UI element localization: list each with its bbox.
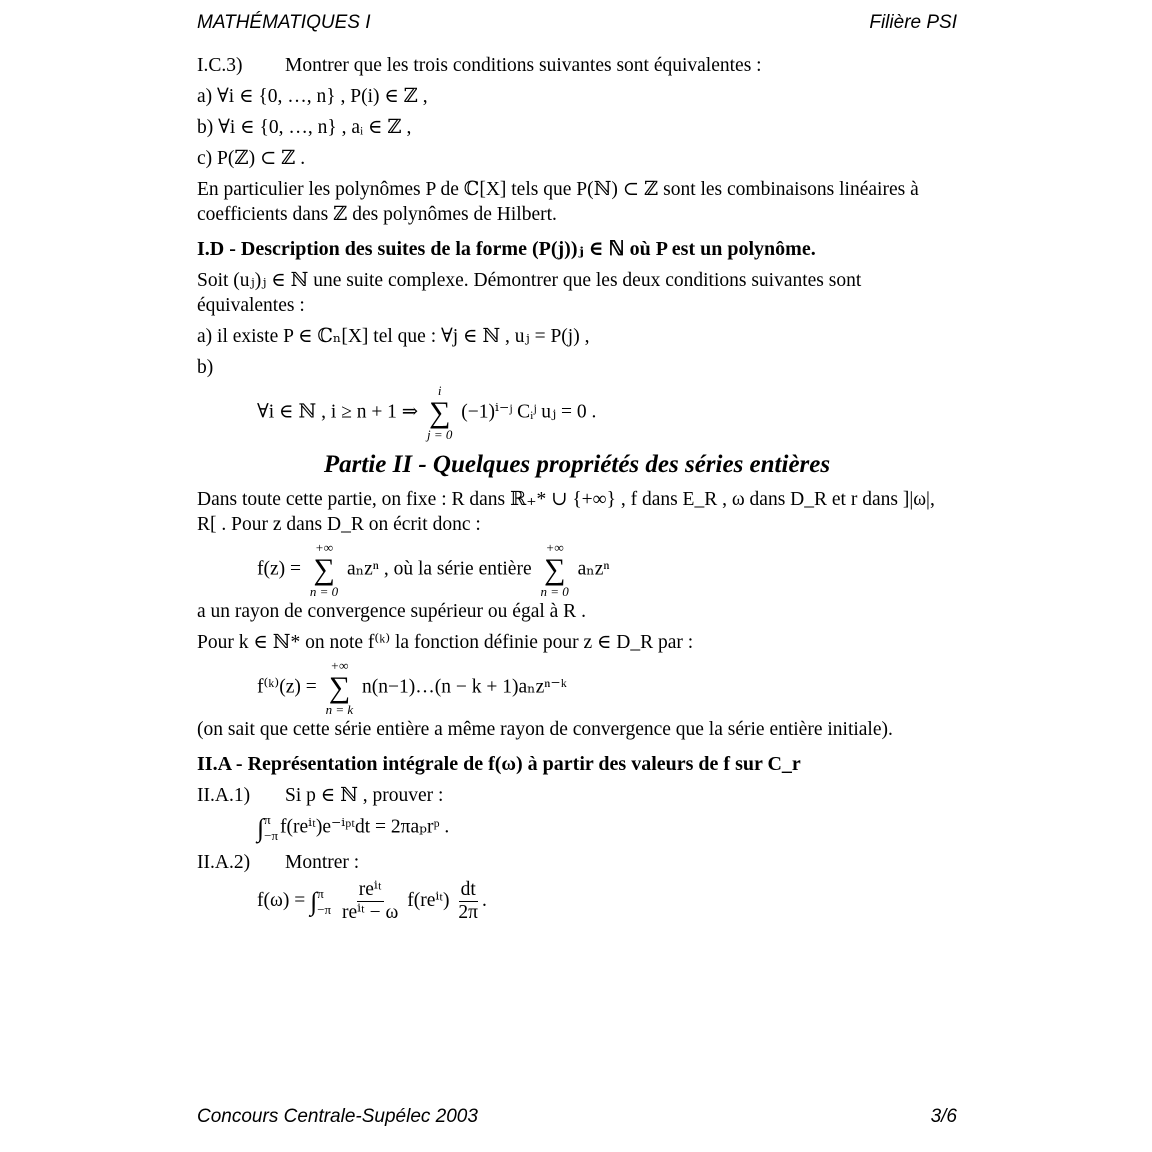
part2-derivative-intro: Pour k ∈ ℕ* on note f⁽ᵏ⁾ la fonction définie pour z ∈ D_R par : — [197, 632, 694, 653]
sum-symbol: +∞ ∑ n = k — [325, 658, 354, 717]
iia-q1-text: Si p ∈ ℕ , prouver : — [285, 785, 444, 806]
ic3-conclusion: En particulier les polynômes P de ℂ[X] tels que P(ℕ) ⊂ ℤ sont les combinaisons linéaires à coefficients dans ℤ des polynômes de Hilbert. — [197, 179, 919, 225]
part2-series-formula — [197, 541, 957, 599]
part2-note: (on sait que cette série entière a même rayon de convergence que la série entière initiale). — [197, 719, 893, 740]
ic3-condition-a: a) ∀i ∈ {0, …, n} , P(i) ∈ ℤ , — [197, 86, 428, 107]
derivative-term: n(n−1)…(n − k + 1)aₙzⁿ⁻ᵏ — [362, 676, 567, 698]
sum-upper-limit: i — [437, 383, 442, 398]
fraction — [458, 879, 478, 924]
iia-q2-label: II.A.2) — [197, 852, 251, 873]
sum-symbol: +∞ ∑ n = 0 — [309, 540, 339, 599]
section-iia-title: II.A - Représentation intégrale de f(ω) à partir des valeurs de f sur C_r — [197, 753, 801, 775]
id-condition-a: a) il existe P ∈ ℂₙ[X] tel que : ∀j ∈ ℕ , uⱼ = P(j) , — [197, 326, 590, 347]
iia-q2 — [197, 850, 957, 875]
integral-limits — [264, 812, 278, 844]
ic3-condition-c: c) P(ℤ) ⊂ ℤ . — [197, 148, 306, 169]
sum-symbol: +∞ ∑ n = 0 — [540, 540, 569, 599]
sum-lower-limit: n = 0 — [309, 584, 339, 599]
sum-lower-limit: j = 0 — [427, 427, 453, 442]
part2-radius-text: a un rayon de convergence supérieur ou égal à R . — [197, 601, 586, 622]
integral-upper: π — [317, 885, 324, 901]
id-formula-left: ∀i ∈ ℕ , i ≥ n + 1 ⇒ — [257, 401, 419, 423]
integral-lower: −π — [317, 901, 332, 917]
iia-q2-formula: f(ω) = ∫ π −π $\frac{\text{reⁱᵗ}}{\text{reⁱᵗ − ω}}$ f(reⁱᵗ) $\frac{dt}{2\pi}$ . — [257, 879, 487, 923]
footer-page-number: 3/6 — [930, 1106, 957, 1127]
series-mid-text: , où la série entière — [383, 558, 532, 580]
ic3-condition-b: b) ∀i ∈ {0, …, n} , aᵢ ∈ ℤ , — [197, 117, 412, 138]
integral-lower: −π — [264, 828, 279, 843]
part2-derivative-formula — [197, 659, 957, 717]
page-header — [197, 12, 957, 34]
integral-symbol: ∫ — [257, 813, 265, 843]
ic3-question — [197, 53, 957, 78]
part2-title: Partie II - Quelques propriétés des séries entières — [323, 451, 831, 478]
sum-upper-limit: +∞ — [315, 540, 334, 555]
page-footer — [197, 1106, 957, 1128]
section-id-title: I.D - Description des suites de la forme (P(j))ⱼ ∈ ℕ où P est un polynôme. — [197, 238, 816, 260]
series-term: aₙzⁿ — [577, 558, 610, 580]
id-formula — [197, 384, 957, 442]
derivative-left: f⁽ᵏ⁾(z) = — [257, 676, 317, 698]
integral-upper: π — [264, 812, 271, 827]
sum-upper-limit: +∞ — [545, 540, 564, 555]
fraction-numerator: reⁱᵗ — [358, 879, 382, 900]
sum-lower-limit: n = k — [325, 702, 354, 717]
fraction — [342, 879, 398, 924]
iia-q2-text: Montrer : — [285, 852, 360, 873]
integral-limits — [317, 886, 331, 918]
fraction-denominator: reⁱᵗ − ω — [341, 902, 399, 923]
sum-upper-limit: +∞ — [330, 658, 349, 673]
iia-q1-formula — [197, 812, 957, 844]
fraction-denominator: 2π — [458, 902, 479, 923]
footer-contest: Concours Centrale-Supélec 2003 — [197, 1106, 478, 1127]
series-left: f(z) = — [257, 558, 302, 580]
series-term: aₙzⁿ — [347, 558, 379, 580]
iia-q2-left: f(ω) = — [257, 889, 306, 911]
sum-lower-limit: n = 0 — [540, 584, 569, 599]
iia-q1-expression: f(reⁱᵗ)e⁻ⁱᵖᵗdt = 2πaₚrᵖ . — [280, 816, 450, 838]
header-track: Filière PSI — [869, 12, 957, 33]
part2-intro: Dans toute cette partie, on fixe : R dans ℝ₊* ∪ {+∞} , f dans E_R , ω dans D_R et r dans ]|ω|, R[ . Pour z dans D_R on écrit donc : — [197, 489, 935, 535]
id-formula-right: (−1)ⁱ⁻ʲ Cᵢʲ uⱼ = 0 . — [461, 401, 597, 423]
header-subject: MATHÉMATIQUES I — [197, 12, 371, 33]
sum-symbol: i ∑ j = 0 — [427, 383, 453, 442]
id-intro: Soit (uⱼ)ⱼ ∈ ℕ une suite complexe. Démontrer que les deux conditions suivantes sont équivalentes : — [197, 270, 862, 316]
integral-symbol: ∫ — [310, 887, 318, 916]
iia-q1 — [197, 783, 957, 808]
id-condition-b: b) — [197, 357, 214, 378]
page-content — [197, 53, 957, 924]
ic3-label: I.C.3) — [197, 55, 243, 76]
fraction-numerator: dt — [460, 879, 476, 900]
ic3-intro: Montrer que les trois conditions suivantes sont équivalentes : — [285, 55, 762, 76]
iia-q1-label: II.A.1) — [197, 785, 251, 806]
iia-q2-mid: f(reⁱᵗ) — [407, 889, 450, 911]
